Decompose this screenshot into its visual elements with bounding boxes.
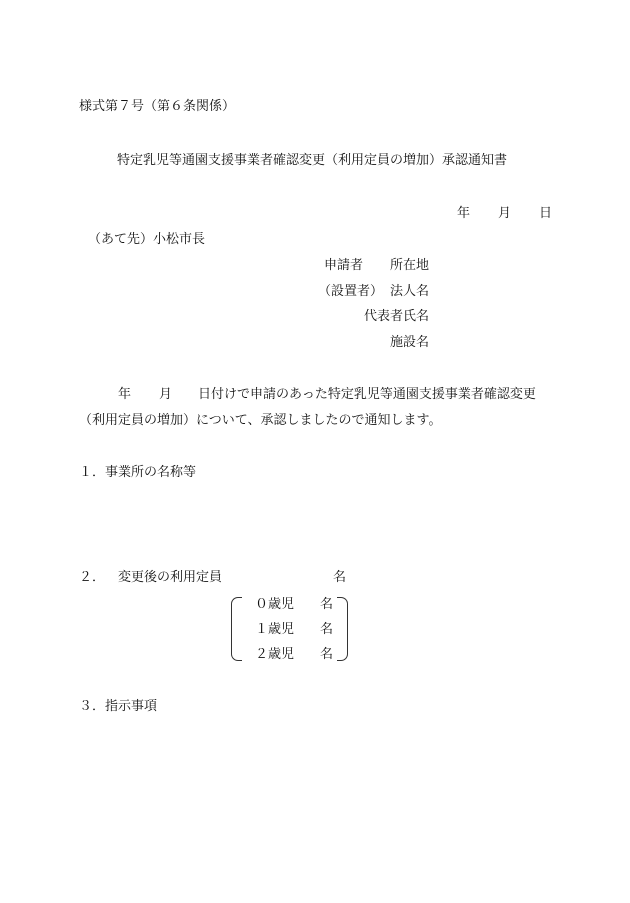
date-day-label: 日 <box>539 206 553 221</box>
section-capacity-label: 変更後の利用定員 <box>118 570 223 585</box>
section-office-name: １．事業所の名称等 <box>79 465 197 480</box>
total-capacity-unit: 名 <box>333 570 347 585</box>
form-number: 様式第７号（第６条関係） <box>79 99 236 114</box>
corporation-name-label: 法人名 <box>390 284 430 299</box>
body-line-2: （利用定員の増加）について、承認しましたので通知します。 <box>79 413 442 428</box>
body-year-label: 年 <box>118 387 132 402</box>
applicant-label: 申請者 <box>324 258 364 273</box>
body-month-label: 月 <box>159 387 173 402</box>
age-2-unit: 名 <box>320 647 334 662</box>
date-year-label: 年 <box>457 206 471 221</box>
facility-name-label: 施設名 <box>390 335 430 350</box>
representative-name-label: 代表者氏名 <box>364 309 430 324</box>
section-capacity-number: ２． <box>79 570 106 585</box>
age-1-label: １歳児 <box>255 622 295 637</box>
age-1-unit: 名 <box>320 622 334 637</box>
document-title: 特定乳児等通園支援事業者確認変更（利用定員の増加）承認通知書 <box>117 153 508 168</box>
body-line-1: 日付けで申請のあった特定乳児等通園支援事業者確認変更 <box>198 387 536 402</box>
establisher-label: （設置者） <box>318 284 384 299</box>
age-0-unit: 名 <box>320 597 334 612</box>
section-instructions: ３．指示事項 <box>79 699 158 714</box>
date-month-label: 月 <box>498 206 512 221</box>
age-2-label: ２歳児 <box>255 647 295 662</box>
right-bracket <box>337 597 348 661</box>
address-label: 所在地 <box>390 258 430 273</box>
age-0-label: ０歳児 <box>255 597 295 612</box>
addressee: （あて先）小松市長 <box>88 232 206 247</box>
left-bracket <box>231 597 242 661</box>
